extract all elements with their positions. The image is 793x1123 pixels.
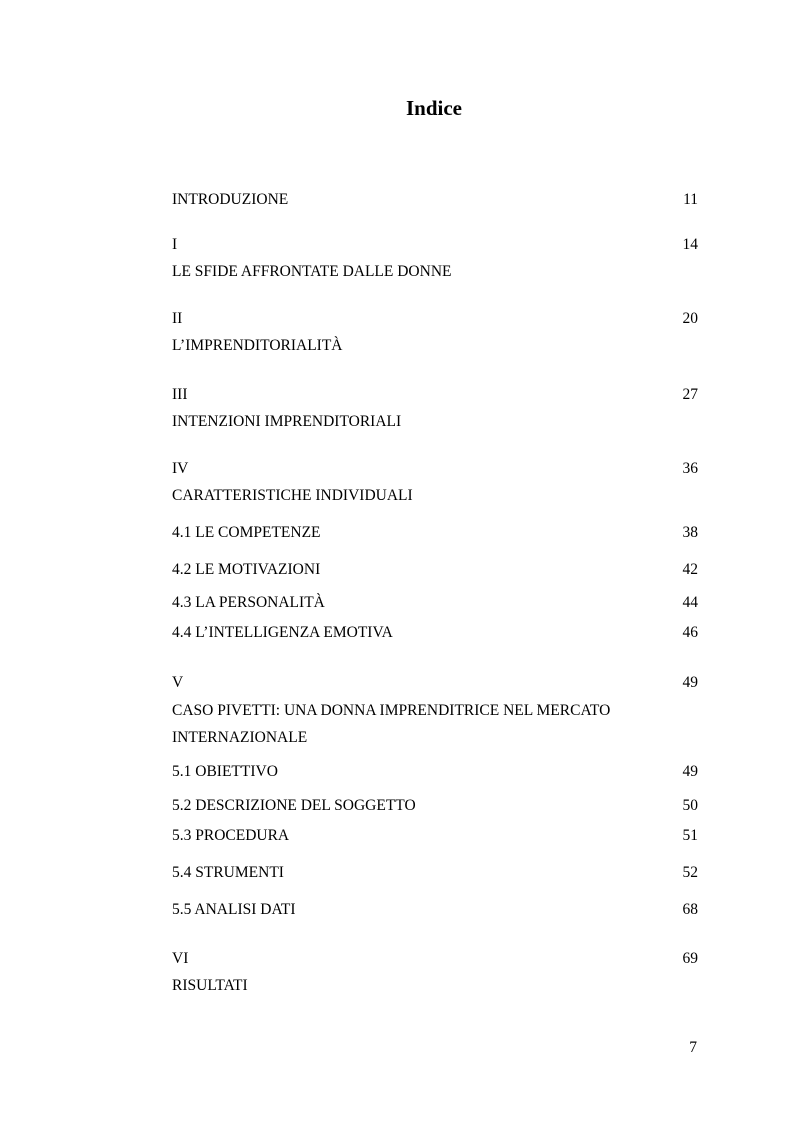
toc-chapter-title: CASO PIVETTI: UNA DONNA IMPRENDITRICE NEL MERCATO [172, 702, 611, 719]
toc-section-title: 4.1 LE COMPETENZE [172, 524, 321, 541]
toc-section-title: 4.2 LE MOTIVAZIONI [172, 561, 321, 578]
toc-chapter-number: V [172, 674, 184, 691]
toc-chapter-number: IV [172, 460, 189, 477]
toc-entry-page: 49 [682, 674, 698, 691]
toc-chapter-title: LE SFIDE AFFRONTATE DALLE DONNE [172, 263, 452, 280]
toc-entry-page: 44 [682, 594, 698, 611]
toc-entry-page: 38 [682, 524, 698, 541]
toc-entry-page: 68 [682, 901, 698, 918]
toc-entry-page: 27 [682, 386, 698, 403]
toc-chapter-number: I [172, 236, 178, 253]
page-title: Indice [405, 96, 462, 120]
toc-section-title: 4.3 LA PERSONALITÀ [172, 594, 325, 611]
toc-chapter-number: II [172, 310, 183, 327]
toc-chapter-title: INTENZIONI IMPRENDITORIALI [172, 413, 402, 430]
toc-chapter-title: L’IMPRENDITORIALITÀ [172, 337, 343, 354]
toc-entry-page: 69 [682, 950, 698, 967]
toc-entry-page: 36 [682, 460, 698, 477]
toc-entry-page: 46 [682, 624, 698, 641]
toc-entry-page: 49 [682, 763, 698, 780]
toc-chapter-title-continued: INTERNAZIONALE [172, 729, 308, 746]
toc-entry-page: 14 [682, 236, 698, 253]
toc-chapter-number: III [172, 386, 188, 403]
toc-entry-page: 50 [682, 797, 698, 814]
toc-chapter-number: VI [172, 950, 189, 967]
page-number: 7 [689, 1039, 697, 1056]
toc-section-title: 5.1 OBIETTIVO [172, 763, 278, 780]
toc-entry-page: 52 [682, 864, 698, 881]
toc-section-title: 5.2 DESCRIZIONE DEL SOGGETTO [172, 797, 416, 814]
toc-entry-page: 20 [682, 310, 698, 327]
toc-section-title: 5.4 STRUMENTI [172, 864, 284, 881]
toc-entry-page: 11 [683, 191, 698, 208]
toc-section-title: 4.4 L’INTELLIGENZA EMOTIVA [172, 624, 393, 641]
toc-entry-page: 51 [682, 827, 698, 844]
toc-entry-label: INTRODUZIONE [172, 191, 289, 208]
toc-chapter-title: CARATTERISTICHE INDIVIDUALI [172, 487, 413, 504]
toc-chapter-title: RISULTATI [172, 977, 248, 994]
toc-section-title: 5.3 PROCEDURA [172, 827, 290, 844]
toc-section-title: 5.5 ANALISI DATI [172, 901, 296, 918]
toc-entry-page: 42 [682, 561, 698, 578]
